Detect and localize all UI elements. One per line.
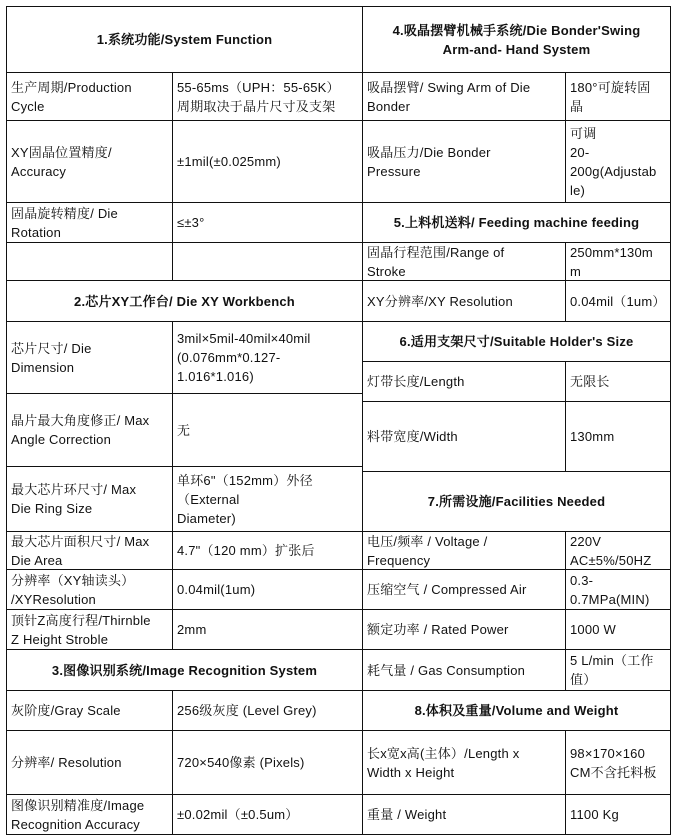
- label-die-dimension: 芯片尺寸/ Die Dimension: [6, 322, 173, 394]
- label-length: 灯带长度/Length: [363, 362, 566, 402]
- value-width: 130mm: [566, 402, 671, 472]
- label-width: 料带宽度/Width: [363, 402, 566, 472]
- value-image-recognition-accuracy: ±0.02mil（±0.5um）: [173, 795, 363, 835]
- label-stroke-range: 固晶行程范围/Range of Stroke: [363, 243, 566, 281]
- value-length: 无限长: [566, 362, 671, 402]
- label-swing-arm: 吸晶摆臂/ Swing Arm of Die Bonder: [363, 73, 566, 121]
- value-production-cycle: 55-65ms（UPH：55-65K） 周期取决于晶片尺寸及支架: [173, 73, 363, 121]
- label-image-recognition-accuracy: 图像识别精准度/Image Recognition Accuracy: [6, 795, 173, 835]
- label-dimensions: 长x宽x高(主体）/Length x Width x Height: [363, 731, 566, 795]
- value-stroke-range: 250mm*130m m: [566, 243, 671, 281]
- section-header-swing-arm: 4.吸晶摆臂机械手系统/Die Bonder'Swing Arm-and- Hand System: [363, 6, 671, 73]
- value-resolution: 720×540像素 (Pixels): [173, 731, 363, 795]
- label-gas-consumption: 耗气量 / Gas Consumption: [363, 650, 566, 691]
- value-rated-power: 1000 W: [566, 610, 671, 650]
- value-thimble-z-height: 2mm: [173, 610, 363, 650]
- label-max-die-area: 最大芯片面积尺寸/ Max Die Area: [6, 532, 173, 570]
- section-header-holder-size: 6.适用支架尺寸/Suitable Holder's Size: [363, 322, 671, 362]
- section-header-system-function: 1.系统功能/System Function: [6, 6, 363, 73]
- value-die-rotation: ≤±3°: [173, 203, 363, 243]
- label-weight: 重量 / Weight: [363, 795, 566, 835]
- label-xy-accuracy: XY固晶位置精度/ Accuracy: [6, 121, 173, 203]
- value-swing-arm: 180°可旋转固 晶: [566, 73, 671, 121]
- label-max-die-ring-size: 最大芯片环尺寸/ Max Die Ring Size: [6, 467, 173, 532]
- label-resolution: 分辨率/ Resolution: [6, 731, 173, 795]
- label-bonder-pressure: 吸晶压力/Die Bonder Pressure: [363, 121, 566, 203]
- label-voltage: 电压/频率 / Voltage / Frequency: [363, 532, 566, 570]
- section-header-image-recognition: 3.图像识别系统/Image Recognition System: [6, 650, 363, 691]
- value-xy-res: 0.04mil（1um）: [566, 281, 671, 322]
- empty-cell: [6, 243, 173, 281]
- spec-table: [6, 6, 671, 835]
- label-compressed-air: 压缩空气 / Compressed Air: [363, 570, 566, 610]
- value-max-die-area: 4.7"（120 mm）扩张后: [173, 532, 363, 570]
- section-header-facilities: 7.所需设施/Facilities Needed: [363, 472, 671, 532]
- label-xy-res: XY分辨率/XY Resolution: [363, 281, 566, 322]
- value-max-angle-correction: 无: [173, 394, 363, 467]
- value-die-dimension: 3mil×5mil-40mil×40mil (0.076mm*0.127- 1.016*1.016): [173, 322, 363, 394]
- section-header-feeding: 5.上料机送料/ Feeding machine feeding: [363, 203, 671, 243]
- value-max-die-ring-size: 单环6"（152mm）外径 （External Diameter): [173, 467, 363, 532]
- value-xy-accuracy: ±1mil(±0.025mm): [173, 121, 363, 203]
- label-die-rotation: 固晶旋转精度/ Die Rotation: [6, 203, 173, 243]
- label-max-angle-correction: 晶片最大角度修正/ Max Angle Correction: [6, 394, 173, 467]
- label-thimble-z-height: 顶针Z高度行程/Thirnble Z Height Stroble: [6, 610, 173, 650]
- value-bonder-pressure: 可调 20- 200g(Adjustab le): [566, 121, 671, 203]
- value-xy-resolution: 0.04mil(1um): [173, 570, 363, 610]
- empty-cell: [173, 243, 363, 281]
- label-rated-power: 额定功率 / Rated Power: [363, 610, 566, 650]
- label-gray-scale: 灰阶度/Gray Scale: [6, 691, 173, 731]
- label-production-cycle: 生产周期/Production Cycle: [6, 73, 173, 121]
- section-header-volume-weight: 8.体积及重量/Volume and Weight: [363, 691, 671, 731]
- value-weight: 1100 Kg: [566, 795, 671, 835]
- label-xy-resolution: 分辨率（XY轴读头） /XYResolution: [6, 570, 173, 610]
- value-gray-scale: 256级灰度 (Level Grey): [173, 691, 363, 731]
- value-gas-consumption: 5 L/min（工作 值）: [566, 650, 671, 691]
- value-voltage: 220V AC±5%/50HZ: [566, 532, 671, 570]
- value-dimensions: 98×170×160 CM不含托料板: [566, 731, 671, 795]
- section-header-die-xy-workbench: 2.芯片XY工作台/ Die XY Workbench: [6, 281, 363, 322]
- value-compressed-air: 0.3- 0.7MPa(MIN): [566, 570, 671, 610]
